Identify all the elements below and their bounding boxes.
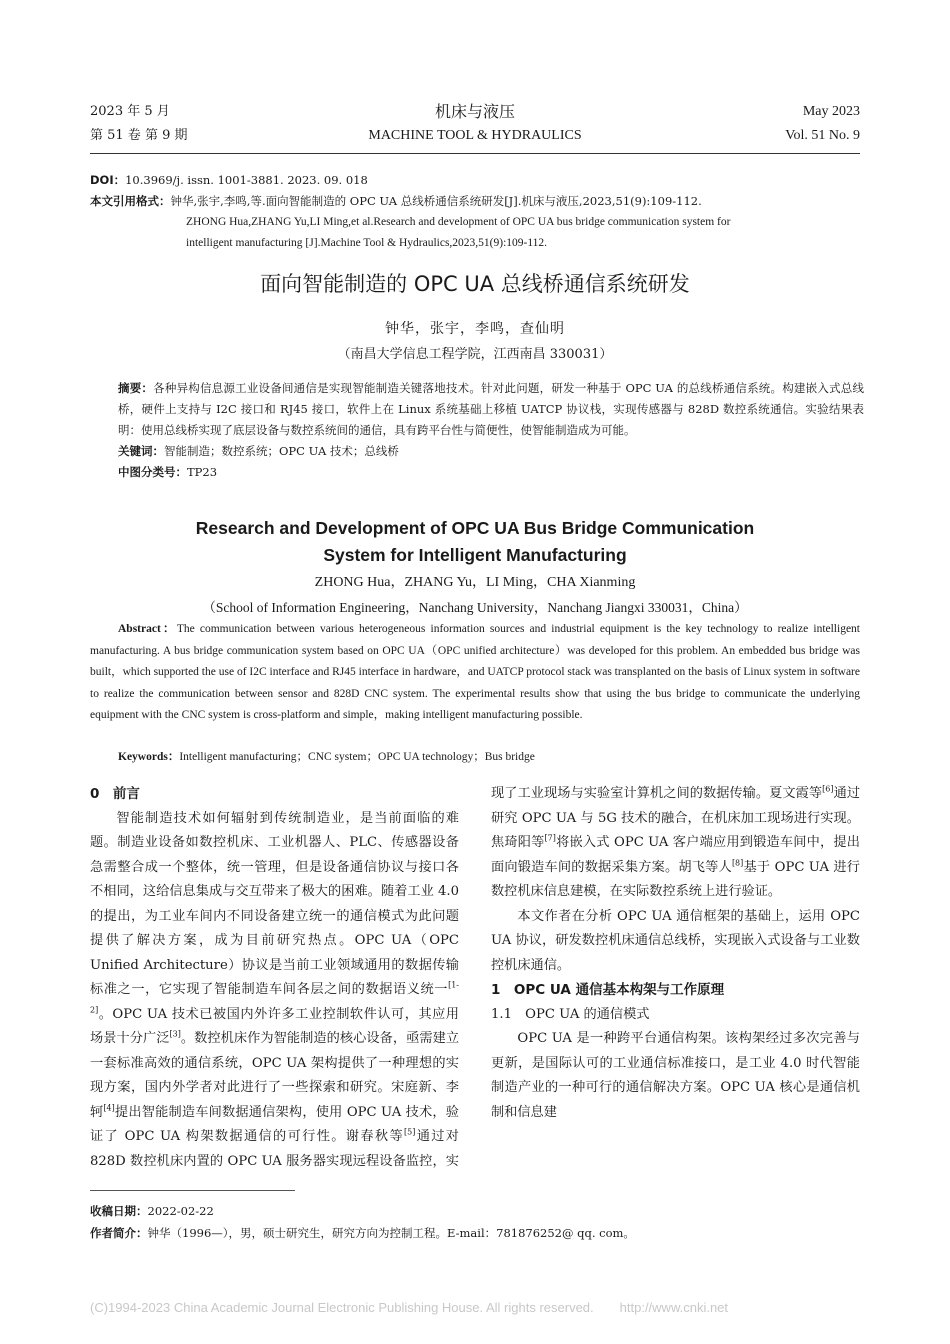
citation-ref[interactable]: [7] bbox=[544, 833, 556, 843]
header-date-en: May 2023 bbox=[802, 104, 860, 119]
body-columns bbox=[90, 782, 860, 1182]
paper-title-cn: 面向智能制造的 OPC UA 总线桥通信系统研发 bbox=[260, 272, 690, 296]
header-rule bbox=[90, 153, 860, 154]
journal-title-en: MACHINE TOOL & HYDRAULICS bbox=[368, 128, 582, 143]
authors-cn: 钟华，张宇，李鸣，查仙明 bbox=[385, 321, 565, 337]
header-volume: 第 51 卷 第 9 期 bbox=[90, 128, 188, 143]
section-1-1-paragraph: OPC UA 是一种跨平台通信构架。该构架经过多次完善与更新，是国际认可的工业通信标准接口，是工业 4.0 时代智能制造产业的一种可行的通信解决方案。OPC UA 核心是通信机制和信息建 bbox=[491, 1031, 860, 1120]
header-center bbox=[280, 100, 670, 148]
header-date: 2023 年 5 月 bbox=[90, 104, 170, 119]
footnote bbox=[90, 1200, 870, 1244]
citation-block bbox=[90, 170, 870, 254]
ref-en-line-1: ZHONG Hua,ZHANG Yu,LI Ming,et al.Research and development of OPC UA bus bridge communication system for bbox=[186, 216, 731, 228]
header-right bbox=[785, 100, 860, 148]
clc-number: 中图分类号：TP23 bbox=[118, 465, 218, 479]
copyright-footer: (C)1994-2023 China Academic Journal Electronic Publishing House. All rights reserved. http://www.cnki.net bbox=[90, 1300, 729, 1315]
section-1-title: 1 OPC UA 通信基本构架与工作原理 bbox=[491, 982, 725, 998]
doi-line: DOI：10.3969/j. issn. 1001-3881. 2023. 09. 018 bbox=[90, 173, 368, 187]
citation-ref[interactable]: [3] bbox=[169, 1029, 181, 1039]
abstract-cn-text: 摘要：各种异构信息源工业设备间通信是实现智能制造关键落地技术。针对此问题，研发一种基于 OPC UA 的总线桥通信系统。构建嵌入式总线桥，硬件上支持与 I2C 接口和 RJ45 接口，软件上在 Linux 系统基础上移植 UATCP 协议栈，实现传感器与 828D 数控系统通信。实验结果表明：使用总线桥实现了底层设备与数控系统间的通信，具有跨平台性与简便性，使智能制造成为可能。 bbox=[118, 381, 864, 437]
intro-paragraph-2: 本文作者在分析 OPC UA 通信框架的基础上，运用 OPC UA 协议，研发数控机床通信总线桥，实现嵌入式设备与工业数控机床通信。 bbox=[491, 908, 860, 973]
ref-en-line-2: intelligent manufacturing [J].Machine Tool & Hydraulics,2023,51(9):109-112. bbox=[186, 237, 548, 249]
citation-ref[interactable]: [6] bbox=[822, 784, 834, 794]
paper-title-en: Research and Development of OPC UA Bus Bridge Communication System for Intelligent Manufacturing bbox=[195, 518, 755, 565]
section-1-1-title: 1.1 OPC UA 的通信模式 bbox=[491, 1006, 650, 1022]
citation-ref[interactable]: [4] bbox=[103, 1103, 115, 1113]
authors-en: ZHONG Hua，ZHANG Yu，LI Ming，CHA Xianming bbox=[314, 575, 636, 590]
ref-cn-line: 本文引用格式：钟华,张宇,李鸣,等.面向智能制造的 OPC UA 总线桥通信系统研发[J].机床与液压,2023,51(9):109-112. bbox=[90, 194, 702, 208]
author-bio: 作者简介：钟华（1996—），男，硕士研究生，研究方向为控制工程。E-mail：781876252@ qq. com。 bbox=[90, 1226, 635, 1240]
affiliation-cn: （南昌大学信息工程学院，江西南昌 330031） bbox=[337, 347, 613, 362]
section-0-title: 0 前言 bbox=[90, 786, 140, 802]
abstract-cn bbox=[118, 378, 864, 483]
journal-title-cn: 机床与液压 bbox=[434, 102, 515, 121]
footnote-rule bbox=[90, 1190, 295, 1191]
doi-link[interactable]: 10.3969/j. issn. 1001-3881. 2023. 09. 018 bbox=[125, 173, 368, 187]
abstract-en: Abstract：The communication between various heterogeneous information sources and industrial equipment is the key technology to realize intelligent manufacturing. A bus bridge communication system based on OPC UA（OPC unified architecture）was developed for this problem. An embedded bus bridge was built，which supported the use of I2C interface and RJ45 interface in hardware，and UATCP protocol stack was transplanted on the basis of Linux system in software to realize the communication between sensor and 828D CNC system. The experimental results show that using the bus bridge to communicate the underlying equipment with the CNC system is cross-platform and simple，making intelligent manufacturing possible. bbox=[90, 623, 860, 721]
citation-ref[interactable]: [5] bbox=[404, 1127, 416, 1137]
keywords-en: Keywords：Intelligent manufacturing；CNC system；OPC UA technology；Bus bridge bbox=[118, 751, 535, 763]
header-left bbox=[90, 100, 187, 148]
citation-ref[interactable]: [1-2] bbox=[90, 980, 459, 1015]
intro-paragraph: 智能制造技术如何辐射到传统制造业，是当前面临的难题。制造业设备如数控机床、工业机器人、PLC、传感器设备急需整合成一个整体，统一管理，但是设备通信协议与接口各不相同，这给信息集成与交互带来了极大的困难。随着工业 4.0 的提出，为工业车间内不同设备建立统一的通信模式为此问题提供了解决方案，成为目前研究热点。OPC UA（OPC Unified Architecture）协议是当前工业领域通用的数据传输标准之一，它实现了智能制造车间各层之间的数据语义统一[1-2]。OPC UA 技术已被国内外许多工业控制软件认可，其应用场景十分广泛[3]。数控机床作为智能制造的核心设备，亟需建立一套标准高效的通信系统，OPC UA 架构提供了一种理想的实现方案，国内外学者对此进行了一些探索和研究。宋庭新、李轲[4]提出智能制造车间数据通信架构，使用 OPC UA 技术，验证了 OPC UA 构架数据通信的可行性。谢春秋等[5]通过对 828D 数控机床内置的 OPC UA 服务器实现远程设备监控，实现了工业现场与实验室计算机之间的数据传输。夏文霞等[6]通过研究 OPC UA 与 5G 技术的融合，在机床加工现场进行实现。焦琦阳等[7]将嵌入式 OPC UA 客户端应用到锻造车间中，提出面向锻造车间的数据采集方案。胡飞等人[8]基于 OPC UA 进行数控机床信息建模，在实际数控系统上进行验证。 bbox=[90, 784, 861, 1169]
keywords-cn: 关键词：智能制造；数控系统；OPC UA 技术；总线桥 bbox=[118, 444, 399, 458]
header-volume-en: Vol. 51 No. 9 bbox=[785, 128, 860, 143]
citation-ref[interactable]: [8] bbox=[731, 858, 744, 868]
affiliation-en: （School of Information Engineering，Nanchang University，Nanchang Jiangxi 330031，China） bbox=[202, 600, 748, 615]
abstract-en-text: The communication between various heterogeneous information sources and industrial equipment is the key technology to realize intelligent manufacturing. A bus bridge communication system based on OPC UA（OPC unified architecture）was developed for this problem. An embedded bus bridge was built，which supported the use of I2C interface and RJ45 interface in hardware，and UATCP protocol stack was transplanted on the basis of Linux system in software to realize the communication between sensor and 828D CNC system. The experimental results show that using the bus bridge to communicate the underlying equipment with the CNC system is cross-platform and simple，making intelligent manufacturing possible. bbox=[90, 623, 860, 721]
received-date: 收稿日期：2022-02-22 bbox=[90, 1204, 214, 1218]
